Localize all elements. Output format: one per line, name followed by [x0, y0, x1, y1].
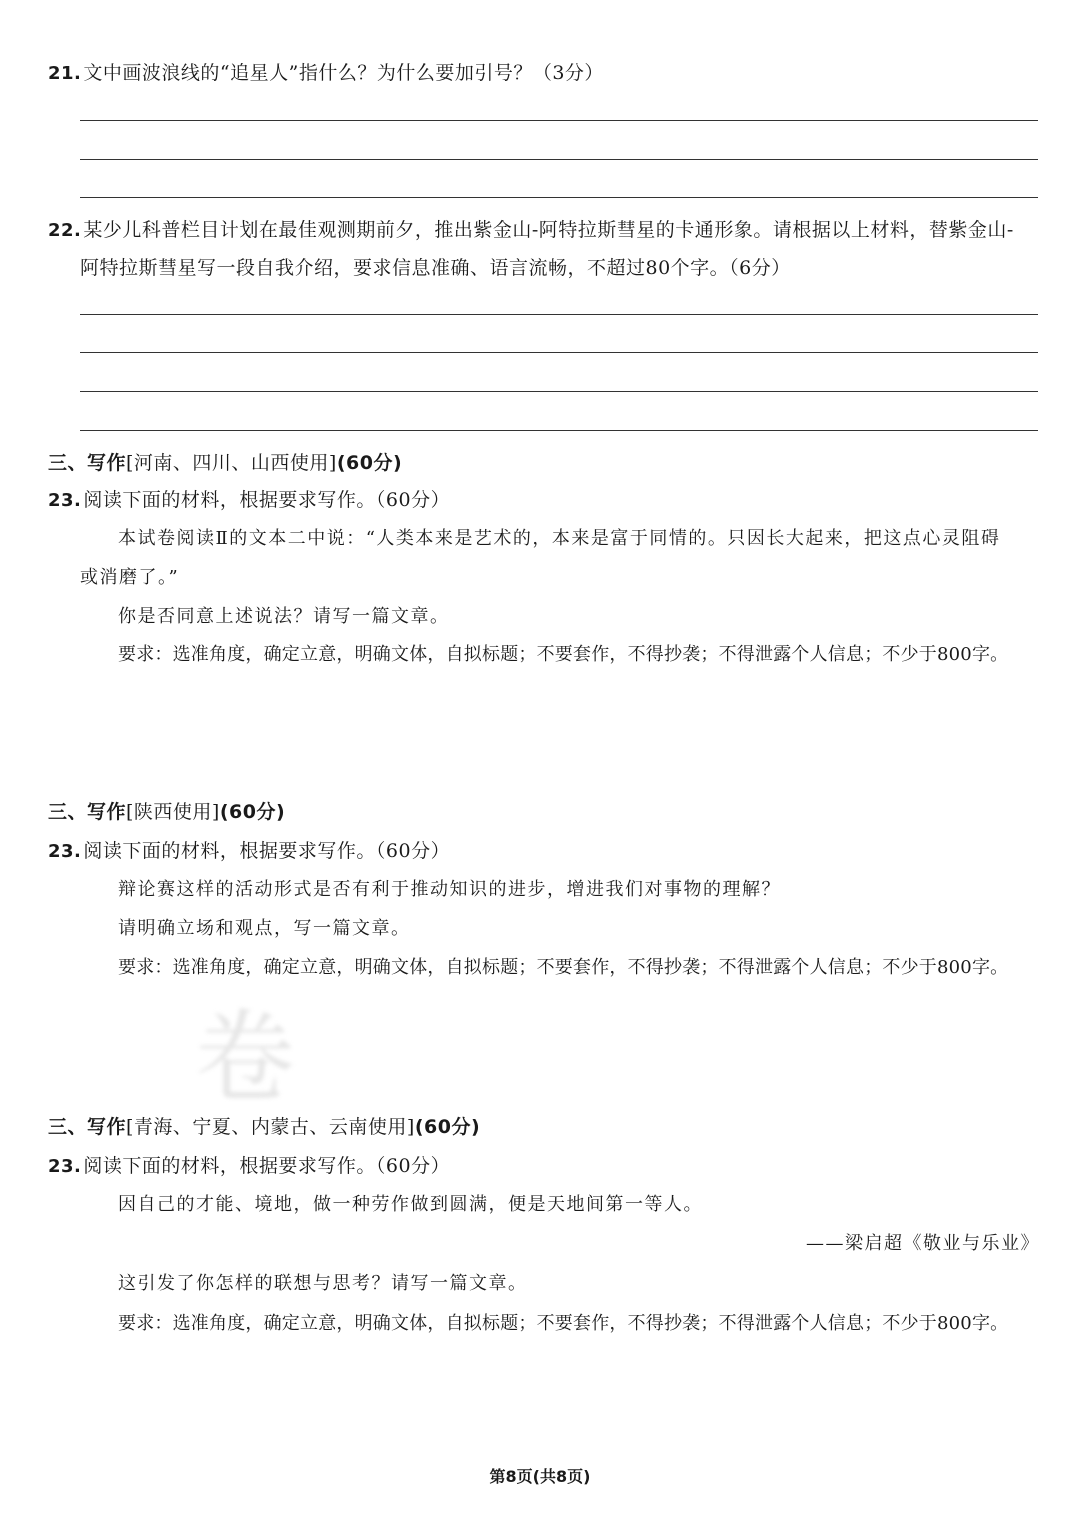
section-points: (60分) [219, 801, 286, 823]
section-heading-a [48, 448, 402, 475]
answer-line[interactable] [80, 120, 1038, 121]
section-heading-c [48, 1112, 480, 1139]
section-scope: [河南、四川、山西使用] [126, 452, 337, 474]
question-number: 21. [48, 63, 82, 84]
section-heading-b [48, 797, 285, 824]
material-line: 因自己的才能、境地，做一种劳作做到圆满，便是天地间第一等人。 [118, 1194, 703, 1215]
material-line: 本试卷阅读Ⅱ的文本二中说：“人类本来是艺术的，本来是富于同情的。只因长大起来，把这点心灵阻碍 [118, 528, 1001, 549]
writing-prompt: 请明确立场和观点，写一篇文章。 [118, 918, 411, 939]
question-text: 阅读下面的材料，根据要求写作。（60分） [83, 1155, 451, 1177]
answer-line[interactable] [80, 159, 1038, 160]
section-title: 三、写作 [48, 452, 127, 474]
writing-prompt: 这引发了你怎样的联想与思考？请写一篇文章。 [118, 1273, 528, 1294]
question-22 [48, 215, 1014, 242]
answer-line[interactable] [80, 391, 1038, 392]
writing-prompt: 你是否同意上述说法？请写一篇文章。 [118, 606, 450, 627]
question-number: 23. [48, 1156, 82, 1177]
section-points: (60分) [414, 1116, 481, 1138]
question-number: 22. [48, 220, 82, 241]
question-number: 23. [48, 490, 82, 511]
requirements: 要求：选准角度，确定立意，明确文体，自拟标题；不要套作，不得抄袭；不得泄露个人信息；不少于800字。 [118, 957, 1009, 978]
question-23-b [48, 836, 450, 863]
section-title: 三、写作 [48, 1116, 127, 1138]
requirements: 要求：选准角度，确定立意，明确文体，自拟标题；不要套作，不得抄袭；不得泄露个人信息；不少于800字。 [118, 1313, 1009, 1334]
answer-line[interactable] [80, 352, 1038, 353]
page-number: 第8页(共8页) [489, 1467, 591, 1486]
question-text-line1: 某少儿科普栏目计划在最佳观测期前夕，推出紫金山-阿特拉斯彗星的卡通形象。请根据以上材料，替紫金山- [83, 219, 1014, 241]
answer-line[interactable] [80, 197, 1038, 198]
material-line: 或消磨了。” [80, 567, 180, 588]
section-title: 三、写作 [48, 801, 127, 823]
section-points: (60分) [336, 452, 403, 474]
answer-line[interactable] [80, 314, 1038, 315]
attribution: ——梁启超《敬业与乐业》 [806, 1233, 1040, 1254]
question-22-line2: 阿特拉斯彗星写一段自我介绍，要求信息准确、语言流畅，不超过80个字。（6分） [80, 257, 791, 279]
question-21 [48, 58, 604, 85]
answer-line[interactable] [80, 430, 1038, 431]
question-text: 阅读下面的材料，根据要求写作。（60分） [83, 489, 451, 511]
question-text: 文中画波浪线的“追星人”指什么？为什么要加引号？（3分） [83, 62, 604, 84]
question-23-c [48, 1151, 450, 1178]
section-scope: [陕西使用] [126, 801, 220, 823]
question-text: 阅读下面的材料，根据要求写作。（60分） [83, 840, 451, 862]
material-line: 辩论赛这样的活动形式是否有利于推动知识的进步，增进我们对事物的理解？ [118, 879, 781, 900]
question-number: 23. [48, 841, 82, 862]
watermark: 卷 [195, 999, 295, 1116]
section-scope: [青海、宁夏、内蒙古、云南使用] [126, 1116, 415, 1138]
question-23-a [48, 485, 450, 512]
requirements: 要求：选准角度，确定立意，明确文体，自拟标题；不要套作，不得抄袭；不得泄露个人信息；不少于800字。 [118, 644, 1009, 665]
